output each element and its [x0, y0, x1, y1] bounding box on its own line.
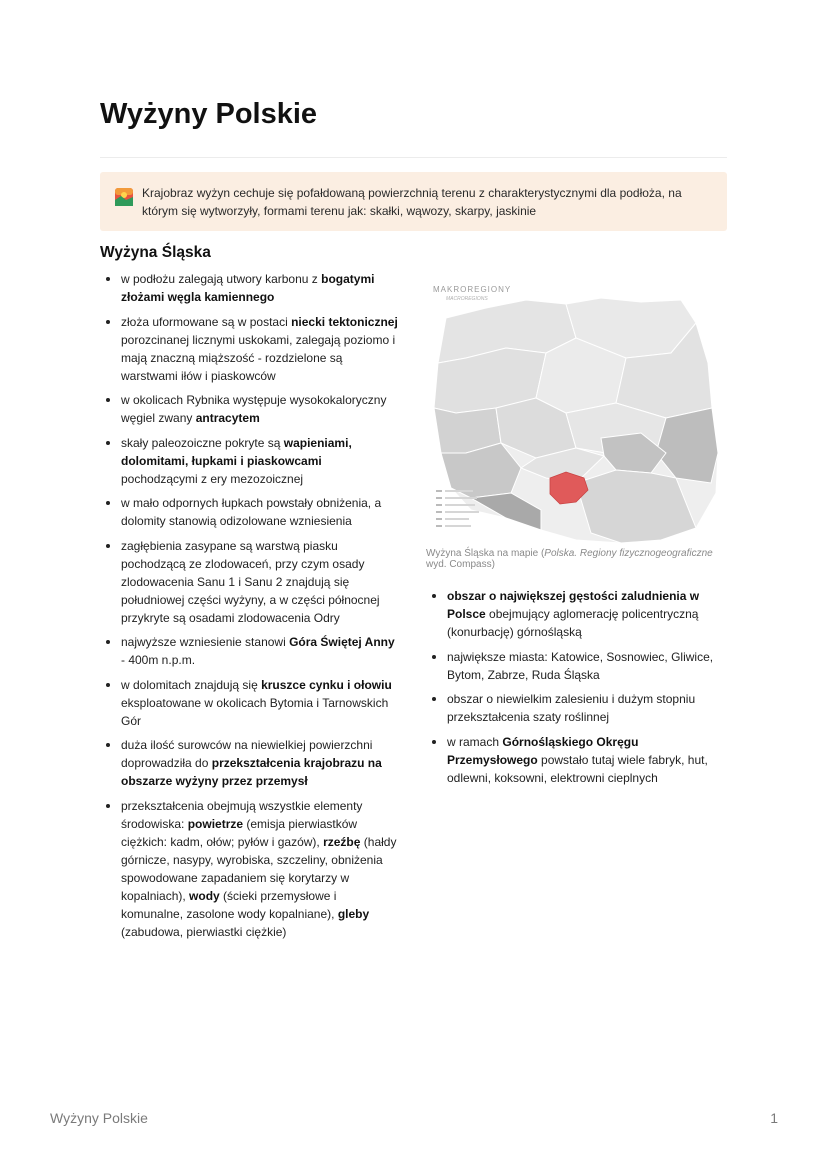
text-segment: eksploatowane w okolicach Bytomia i Tarnowskich Gór — [121, 695, 389, 728]
callout-text: Krajobraz wyżyn cechuje się pofałdowaną powierzchnią terenu z charakterystycznymi dla podłoża, na którym się wytworzyły, formami terenu jak: skałki, wąwozy, skarpy, jaskinie — [142, 186, 682, 218]
text-segment: najwyższe wzniesienie stanowi — [121, 635, 290, 649]
map-subtitle: MACROREGIONS — [446, 296, 488, 302]
list-item — [100, 537, 400, 627]
bold-text: rzeźbę — [323, 834, 361, 849]
bold-text: powietrze — [187, 816, 244, 831]
figure-caption — [426, 548, 726, 570]
text-segment: (zabudowa, pierwiastki ciężkie) — [121, 924, 287, 939]
bold-text: kruszce cynku i ołowiu — [261, 677, 392, 692]
list-item — [100, 633, 400, 669]
list-item — [100, 494, 400, 530]
text-segment: (ścieki przemysłowe i komunalne, zasolone wody kopalniane), — [121, 888, 338, 921]
list-item — [100, 313, 400, 385]
bold-text: przekształcenia krajobrazu na obszarze wyżyny przez przemysł — [121, 756, 382, 788]
text-segment: przekształcenia obejmują wszystkie elementy środowiska: — [121, 798, 363, 831]
text-segment: w okolicach Rybnika występuje wysokokaloryczny węgiel zwany — [121, 393, 387, 425]
footer-title: Wyżyny Polskie — [50, 1110, 148, 1126]
text-segment: (hałdy górnicze, nasypy, wyrobiska, szczeliny, obniżenia spowodowane zapadaniem się korytarzy w kopalniach), — [121, 834, 397, 903]
callout-box — [100, 172, 727, 231]
bold-text: bogatymi złożami węgla kamiennego — [121, 272, 375, 304]
page-number: 1 — [770, 1110, 778, 1126]
text-segment: w mało odpornych łupkach powstały obniżenia, a dolomity stanowią odizolowane wzniesienia — [121, 496, 382, 528]
text-segment: złoża uformowane są w postaci — [121, 314, 292, 329]
list-item — [100, 676, 400, 730]
list-item — [426, 690, 726, 726]
section-heading: Wyżyna Śląska — [100, 244, 211, 261]
list-item — [100, 391, 400, 427]
map-title: MAKROREGIONY — [433, 285, 512, 294]
caption-after: wyd. Compass) — [426, 559, 495, 570]
text-segment: zagłębienia zasypane są warstwą piasku pochodzącą ze zlodowaceń, przy czym osady zlodowacenia Sanu 1 i Sanu 2 znajdują się południowej części wyżyny, a w części północnej przykryte są osadami zlodowacenia Odry — [121, 538, 380, 625]
text-segment: w dolomitach znajdują się — [121, 677, 262, 692]
right-bullet-list — [426, 587, 726, 793]
text-segment: w podłożu zalegają utwory karbonu z — [121, 272, 322, 286]
caption-italic: Polska. Regiony fizycznogeograficzne — [544, 548, 713, 559]
page-title: Wyżyny Polskie — [100, 98, 318, 130]
list-item — [100, 434, 400, 488]
text-segment: obszar o niewielkim zalesieniu i dużym stopniu przekształcenia szaty roślinnej — [447, 692, 696, 724]
text-segment: (emisja pierwiastków ciężkich: kadm, ołów; pyłów i gazów), — [121, 816, 358, 849]
bold-text: obszar o największej gęstości zaludnienia w Polsce — [447, 589, 700, 621]
text-segment: - 400m n.p.m. — [121, 653, 196, 667]
list-item — [426, 648, 726, 684]
left-bullet-list — [100, 270, 400, 947]
bold-text: gleby — [337, 906, 370, 921]
bold-text: wapieniami, dolomitami, łupkami i piaskowcami — [121, 435, 352, 468]
list-item — [426, 587, 726, 641]
list-item — [100, 797, 400, 941]
bold-text: niecki tektonicznej — [291, 314, 398, 329]
landscape-icon — [115, 188, 133, 206]
title-divider — [100, 157, 727, 158]
list-item — [100, 270, 400, 306]
bold-text: antracytem — [195, 411, 260, 425]
bold-text: Górnośląskiego Okręgu Przemysłowego — [447, 734, 639, 767]
text-segment: skały paleozoiczne pokryte są — [121, 435, 284, 450]
text-segment: obejmujący aglomerację policentryczną (konurbację) górnośląską — [447, 607, 699, 639]
text-segment: duża ilość surowców na niewielkiej powierzchni doprowadziła do — [121, 738, 373, 770]
list-item — [100, 736, 400, 790]
bold-text: wody — [189, 888, 220, 903]
bold-text: Góra Świętej Anny — [289, 635, 395, 649]
text-segment: pochodzącymi z ery mezozoicznej — [121, 471, 304, 486]
text-segment: największe miasta: Katowice, Sosnowiec, Gliwice, Bytom, Zabrze, Ruda Śląska — [447, 649, 714, 682]
text-segment: powstało tutaj wiele fabryk, hut, odlewni, koksowni, elektrowni cieplnych — [447, 752, 708, 785]
caption-before: Wyżyna Śląska na mapie ( — [426, 548, 545, 559]
poland-macroregions-map — [426, 278, 721, 545]
text-segment: porozcinanej licznymi uskokami, zalegają poziomo i mają znaczną miąższość - rozdzielone są warstwami iłów i piaskowców — [121, 332, 396, 383]
list-item — [426, 733, 726, 787]
text-segment: w ramach — [447, 734, 503, 749]
